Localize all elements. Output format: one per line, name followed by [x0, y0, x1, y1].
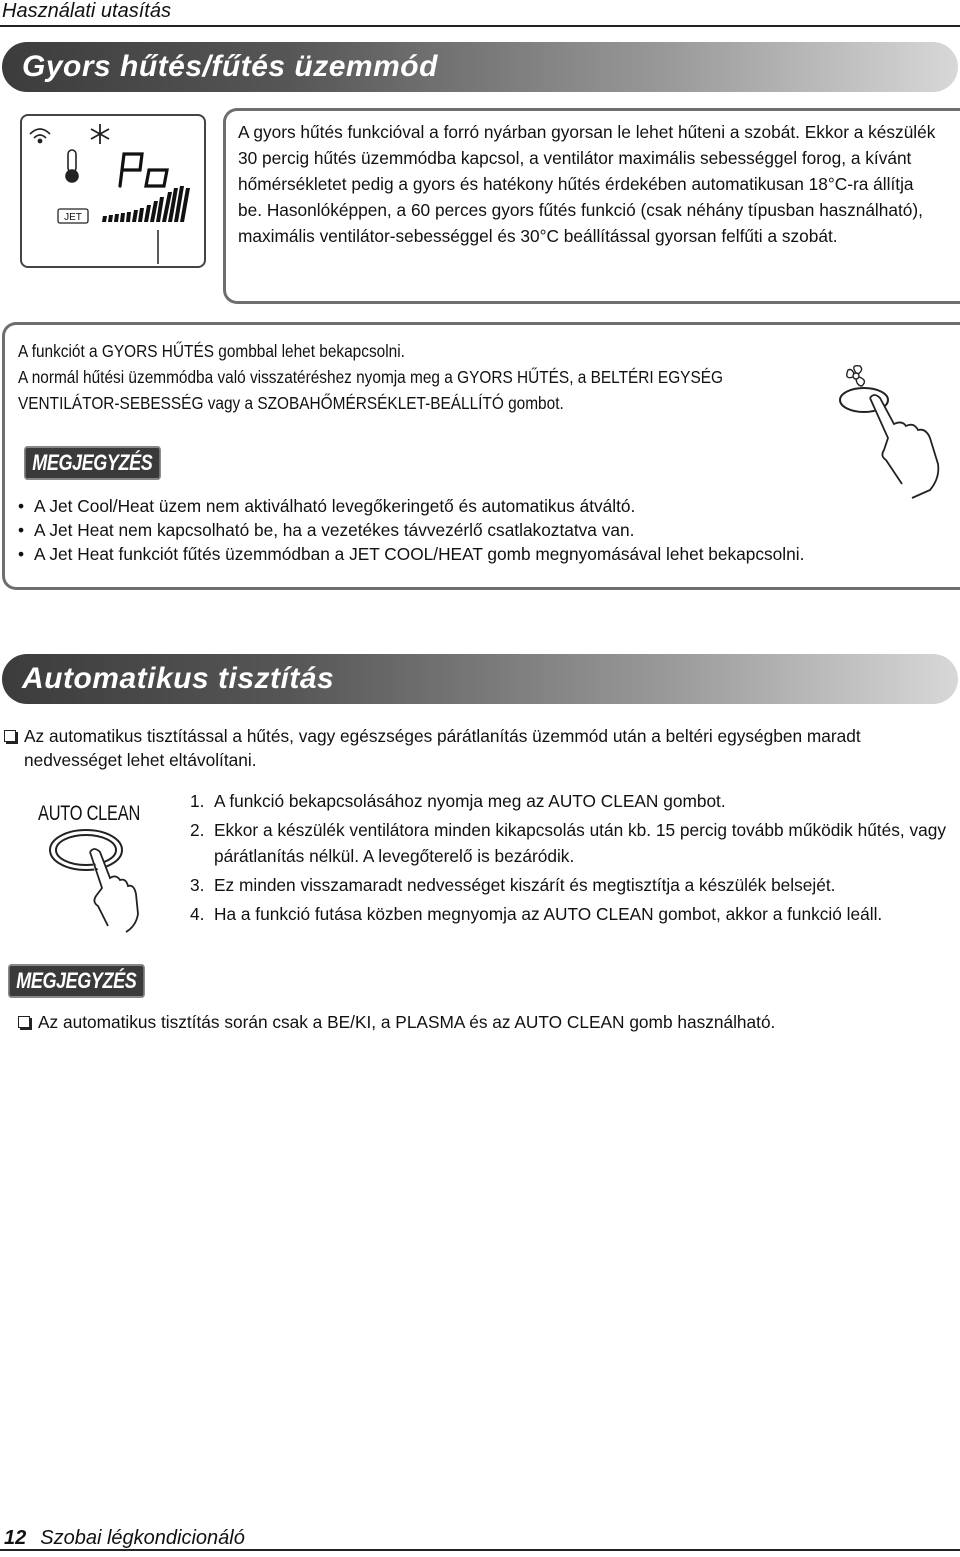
jet-label: JET [64, 212, 82, 223]
list-item: 2. Ekkor a készülék ventilátora minden kikapcsolás után kb. 15 percig tovább működik hűtés, vagy párátlanítás nélkül. A levegőterelő is bezáródik. [190, 820, 946, 866]
list-item: 4. Ha a funkció futása közben megnyomja az AUTO CLEAN gombot, akkor a funkció leáll. [190, 904, 883, 924]
section-banner-auto-clean [2, 654, 958, 704]
list-item: • A Jet Heat funkciót fűtés üzemmódban a JET COOL/HEAT gomb megnyomásával lehet bekapcsolni. [18, 542, 804, 566]
auto-clean-steps [190, 788, 950, 930]
fan-speed-bars-icon [102, 186, 190, 222]
auto-clean-intro [4, 724, 904, 772]
fan-icon [847, 366, 865, 386]
footer-divider [0, 1549, 960, 1551]
auto-clean-button-label: AUTO CLEAN [38, 802, 141, 825]
jet-intro-text: A gyors hűtés funkcióval a forró nyárban gyorsan le lehet hűteni a szobát. Ekkor a készülék 30 percig hűtés üzemmódba kapcsol, a ventilátor maximális sebességgel forog, a kívánt hőmérsékletet pedig a gyors és hatékony hűtés érdekében automatikusan 18°C-ra állítja be. Hasonlóképpen, a 60 perces gyors fűtés funkció (csak néhány típusban használható), maximális ventilátor-sebességgel és 30°C beállítással gyorsan felfűti a szobát. [238, 122, 936, 246]
jet-notes-list [18, 494, 804, 566]
segment-text-po [120, 154, 167, 186]
auto-clean-button [56, 835, 116, 865]
lcd-display [20, 114, 206, 268]
auto-clean-button-illustration [40, 826, 150, 936]
section-banner-jet [2, 42, 958, 92]
checkbox-icon [18, 1016, 30, 1028]
checkbox-icon [4, 730, 16, 742]
lcd-display-graphic [22, 116, 204, 266]
section-heading-auto-clean: Automatikus tisztítás [22, 662, 335, 695]
footer-title: Szobai légkondicionáló [40, 1527, 245, 1549]
snowflake-icon [91, 124, 109, 144]
list-item: 1. A funkció bekapcsolásához nyomja meg az AUTO CLEAN gombot. [190, 791, 726, 811]
press-button-illustration [830, 360, 950, 500]
page-number: 12 [4, 1527, 27, 1549]
note-badge: MEGJEGYZÉS [8, 964, 145, 998]
auto-clean-note-text: Az automatikus tisztítás során csak a BE/KI, a PLASMA és az AUTO CLEAN gomb használható. [38, 1012, 776, 1032]
footer [4, 1527, 245, 1550]
thermometer-icon [66, 150, 78, 182]
note-badge: MEGJEGYZÉS [24, 446, 161, 480]
list-item: • A Jet Cool/Heat üzem nem aktiválható levegőkeringető és automatikus átváltó. [18, 494, 804, 518]
list-item: • A Jet Heat nem kapcsolható be, ha a vezetékes távvezérlő csatlakoztatva van. [18, 518, 804, 542]
list-item: 3. Ez minden visszamaradt nedvességet kiszárít és megtisztítja a készülék belsejét. [190, 875, 836, 895]
jet-return-text: A normál hűtési üzemmódba való visszatéréshez nyomja meg a GYORS HŰTÉS, a BELTÉRI EGYSÉG VENTILÁTOR-SEBESSÉG vagy a SZOBAHŐMÉRSÉKLET-BEÁLLÍTÓ gombot. [18, 367, 723, 413]
jet-enable-text: A funkciót a GYORS HŰTÉS gombbal lehet bekapcsolni. [18, 341, 405, 361]
auto-clean-intro-text: Az automatikus tisztítással a hűtés, vagy egészséges párátlanítás üzemmód után a beltéri egységben maradt nedvességet lehet eltávolítani. [24, 726, 861, 770]
auto-clean-note [18, 1010, 938, 1034]
header-title: Használati utasítás [2, 0, 171, 22]
header-divider [0, 25, 960, 27]
hand-icon [870, 395, 938, 498]
section-heading-jet: Gyors hűtés/fűtés üzemmód [22, 50, 438, 83]
signal-icon [30, 129, 50, 143]
